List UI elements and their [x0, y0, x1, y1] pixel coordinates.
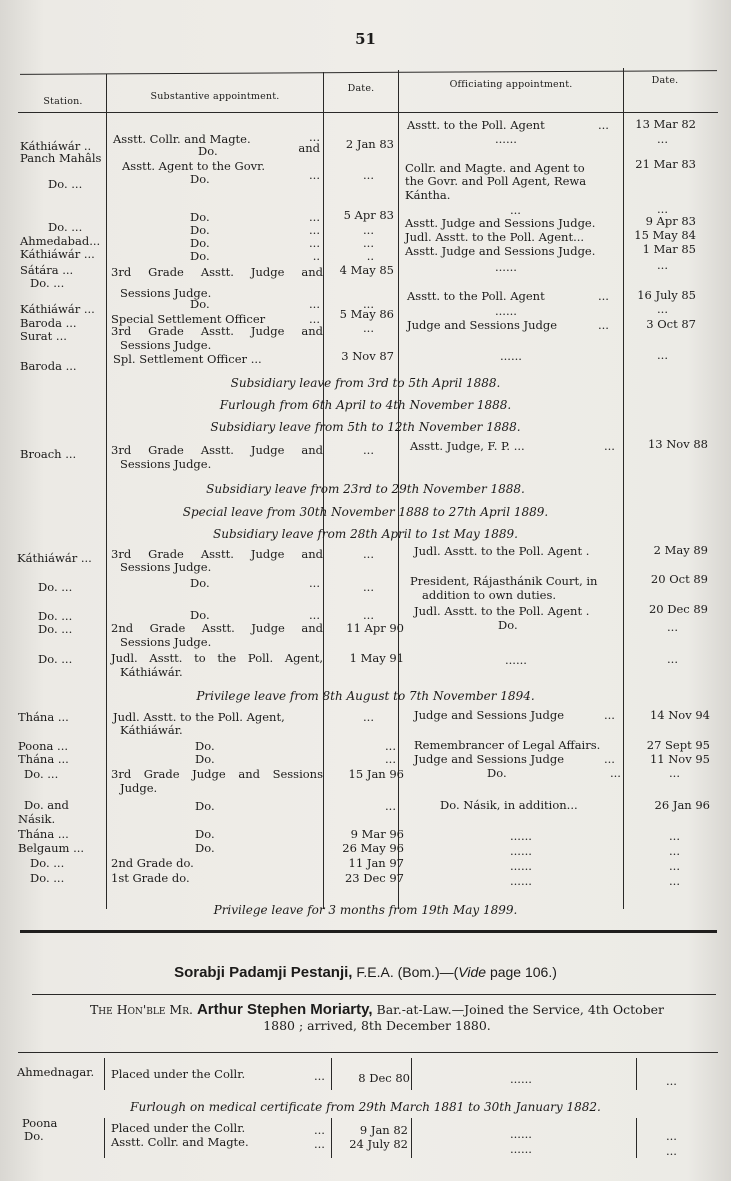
dots: ... — [309, 608, 320, 622]
header-date-1: Date. — [347, 83, 375, 94]
station-cell: Do. ... — [38, 580, 73, 594]
dots: ... — [604, 708, 615, 722]
station-cell: Thána ... — [18, 752, 69, 766]
substantive-cell: Do. — [190, 249, 210, 263]
date-cell: 9 Mar 96 — [350, 827, 404, 841]
header-officiating: Officiating appointment. — [449, 79, 573, 90]
date-cell: ... — [385, 799, 396, 813]
leave-note: Subsidiary leave from 28th April to 1st May 1889. — [213, 527, 518, 541]
dots: ... — [598, 118, 609, 132]
person-detail: Bar.-at-Law.—Joined the Service, 4th October — [376, 1002, 665, 1017]
substantive-cell: 1st Grade do. — [111, 871, 190, 885]
dots: ... — [309, 130, 320, 144]
date2-cell: 15 May 84 — [634, 228, 696, 242]
date-cell: ... — [363, 710, 374, 724]
substantive-cell: Sessions Judge. — [120, 286, 212, 300]
substantive-cell: Do. — [190, 172, 210, 186]
substantive-cell: 3rd Grade Judge and Sessions — [111, 767, 323, 781]
date-cell: 2 Jan 83 — [345, 137, 394, 151]
officiating-cell: ...... — [510, 829, 532, 843]
person-detail-line2: 1880 ; arrived, 8th December 1880. — [263, 1018, 491, 1033]
person-detail: F.E.A. (Bom.)—( — [356, 964, 459, 980]
date2-cell: 26 Jan 96 — [654, 798, 710, 812]
substantive-cell: Do. — [198, 144, 218, 158]
date-cell: 3 Nov 87 — [341, 349, 394, 363]
substantive-cell: Káthiáwár. — [120, 723, 183, 737]
date-cell: 11 Apr 90 — [346, 621, 404, 635]
vide-text: Vide — [458, 964, 487, 980]
officiating-cell: ...... — [510, 874, 532, 888]
date-cell: 1 May 91 — [349, 651, 404, 665]
substantive-cell: Special Settlement Officer — [111, 312, 266, 326]
leave-note: Subsidiary leave from 3rd to 5th April 1888. — [230, 376, 501, 390]
substantive-cell: Do. — [190, 576, 210, 590]
officiating-cell: Asstt. to the Poll. Agent — [407, 118, 545, 132]
date-cell: 11 Jan 97 — [348, 856, 404, 870]
date-cell: ... — [385, 739, 396, 753]
date-cell: 23 Dec 97 — [344, 871, 404, 885]
officiating-cell: ... — [510, 203, 521, 217]
dots: and — [298, 141, 320, 155]
station-cell: Sátára ... — [20, 263, 74, 277]
dots: ... — [309, 168, 320, 182]
date2-cell: ... — [667, 620, 678, 634]
officiating-cell: ...... — [510, 1127, 532, 1141]
date2-cell: ... — [666, 1074, 677, 1088]
station-cell: Do. ... — [38, 622, 73, 636]
officiating-cell: addition to own duties. — [422, 588, 557, 602]
dots: ... — [309, 297, 320, 311]
officiating-cell: ...... — [495, 304, 517, 318]
station-cell: Panch Mahâls — [20, 151, 102, 165]
date-cell: ... — [363, 297, 374, 311]
station-cell: Thána ... — [18, 710, 69, 724]
date2-cell: 14 Nov 94 — [649, 708, 710, 722]
station-cell: Belgaum ... — [18, 841, 85, 855]
substantive-cell: Spl. Settlement Officer ... — [113, 352, 262, 366]
substantive-cell: 2nd Grade Asstt. Judge and — [111, 621, 323, 635]
officiating-cell: Judl. Asstt. to the Poll. Agent... — [405, 230, 585, 244]
officiating-cell: Do. Násik, in addition... — [440, 798, 578, 812]
dots: ... — [314, 1069, 325, 1083]
date2-cell: ... — [657, 132, 668, 146]
officiating-cell: Judge and Sessions Judge — [414, 752, 565, 766]
date2-cell: 13 Nov 88 — [647, 437, 708, 451]
substantive-cell: Judge. — [120, 781, 158, 795]
substantive-cell: Judl. Asstt. to the Poll. Agent, — [113, 710, 285, 724]
substantive-cell: Placed under the Collr. — [111, 1067, 246, 1081]
officiating-cell: Collr. and Magte. and Agent to — [405, 161, 585, 175]
substantive-cell: 2nd Grade do. — [111, 856, 194, 870]
station-cell: Káthiáwár ... — [20, 302, 95, 316]
officiating-cell: ...... — [495, 260, 517, 274]
substantive-cell: Do. — [190, 297, 210, 311]
station-cell: Surat ... — [20, 329, 67, 343]
col-rule — [331, 1118, 332, 1158]
officiating-cell: Asstt. Judge and Sessions Judge. — [405, 216, 596, 230]
date2-cell: ... — [669, 829, 680, 843]
station-cell: Do. ... — [24, 767, 59, 781]
date2-cell: 13 Mar 82 — [635, 117, 696, 131]
leave-note: Special leave from 30th November 1888 to 27th April 1889. — [182, 505, 549, 519]
date2-cell: 1 Mar 85 — [642, 242, 696, 256]
substantive-cell: Sessions Judge. — [120, 560, 212, 574]
date2-cell: 20 Dec 89 — [648, 602, 708, 616]
substantive-cell: 3rd Grade Asstt. Judge and — [111, 443, 323, 457]
date2-cell: ... — [657, 258, 668, 272]
substantive-cell: Do. — [190, 210, 210, 224]
station-cell: Káthiáwár .. — [20, 139, 92, 153]
officiating-cell: ...... — [510, 844, 532, 858]
station-cell: Ahmedabad... — [20, 234, 101, 248]
station-cell: Káthiáwár ... — [20, 247, 95, 261]
substantive-cell: 3rd Grade Asstt. Judge and — [111, 265, 323, 279]
substantive-cell: Do. — [195, 799, 215, 813]
station-cell: Baroda ... — [20, 359, 77, 373]
dots: ... — [314, 1123, 325, 1137]
station-cell: Do. ... — [48, 220, 83, 234]
officiating-cell: President, Rájasthánik Court, in — [410, 574, 598, 588]
date-cell: ... — [363, 236, 374, 250]
date2-cell: ... — [669, 844, 680, 858]
officiating-cell: ...... — [510, 859, 532, 873]
station-cell: Násik. — [18, 812, 56, 826]
station-cell: Do. ... — [48, 177, 83, 191]
officiating-cell: Judl. Asstt. to the Poll. Agent . — [414, 544, 590, 558]
officiating-cell: Do. — [498, 618, 518, 632]
date-cell: ... — [363, 168, 374, 182]
person-name: Sorabji Padamji Pestanji, — [174, 964, 353, 981]
person-page-ref: page 106.) — [486, 964, 557, 980]
col-rule — [636, 1058, 637, 1090]
date2-cell: ... — [657, 202, 668, 216]
header-bottom-rule — [18, 112, 718, 113]
officiating-cell: ...... — [495, 132, 517, 146]
date2-cell: ... — [669, 766, 680, 780]
date-cell: ... — [363, 547, 374, 561]
station-cell: Poona ... — [18, 739, 69, 753]
officiating-cell: ...... — [510, 1072, 532, 1086]
date-cell: ... — [385, 752, 396, 766]
section-separator — [20, 930, 717, 933]
substantive-cell: Sessions Judge. — [120, 338, 212, 352]
date2-cell: ... — [657, 302, 668, 316]
station-cell: Káthiáwár ... — [17, 551, 92, 565]
substantive-cell: Asstt. Collr. and Magte. — [113, 132, 251, 146]
date-cell: .. — [366, 249, 374, 263]
substantive-cell: Do. — [195, 827, 215, 841]
leave-note: Subsidiary leave from 5th to 12th November 1888. — [210, 420, 521, 434]
header-date-2: Date. — [651, 75, 679, 86]
substantive-cell: Do. — [195, 739, 215, 753]
dots: ... — [309, 312, 320, 326]
substantive-cell: Do. — [195, 841, 215, 855]
station-cell: Do. ... — [30, 856, 65, 870]
station-cell: Do. ... — [38, 609, 73, 623]
person-rule — [18, 1052, 718, 1053]
date2-cell: ... — [669, 874, 680, 888]
date-cell: 5 Apr 83 — [343, 208, 394, 222]
person-heading-1 — [0, 964, 731, 981]
col-rule — [411, 1118, 412, 1158]
col-rule — [104, 1058, 105, 1090]
date2-cell: 27 Sept 95 — [646, 738, 710, 752]
header-station: Station. — [43, 96, 83, 107]
date-cell: ... — [363, 321, 374, 335]
person-title-prefix: The Hon'ble Mr. — [89, 1002, 193, 1017]
date2-cell: 2 May 89 — [653, 543, 708, 557]
substantive-cell: Asstt. Agent to the Govr. — [122, 159, 266, 173]
date-cell: 24 July 82 — [349, 1137, 408, 1151]
substantive-cell: Asstt. Collr. and Magte. — [111, 1135, 249, 1149]
leave-note: Furlough from 6th April to 4th November 1888. — [219, 398, 512, 412]
officiating-cell: Do. — [487, 766, 507, 780]
date2-cell: 20 Oct 89 — [650, 572, 708, 586]
officiating-cell: Judge and Sessions Judge — [407, 318, 558, 332]
leave-note: Privilege leave from 8th August to 7th November 1894. — [196, 689, 535, 703]
substantive-cell: Sessions Judge. — [120, 635, 212, 649]
dots: ... — [604, 439, 615, 453]
dots: ... — [598, 318, 609, 332]
date-cell: 26 May 96 — [342, 841, 404, 855]
station-cell: Baroda ... — [20, 316, 77, 330]
substantive-cell: 3rd Grade Asstt. Judge and — [111, 547, 323, 561]
date2-cell: ... — [666, 1129, 677, 1143]
dots: ... — [309, 223, 320, 237]
date2-cell: ... — [667, 652, 678, 666]
date2-cell: 9 Apr 83 — [645, 214, 696, 228]
dots: ... — [309, 576, 320, 590]
substantive-cell: Káthiáwár. — [120, 665, 183, 679]
header-substantive: Substantive appointment. — [150, 91, 280, 102]
officiating-cell: ...... — [505, 653, 527, 667]
col-rule — [411, 1058, 412, 1090]
officiating-cell: Asstt. Judge, F. P. ... — [410, 439, 525, 453]
station-cell: Thána ... — [18, 827, 69, 841]
substantive-cell: Placed under the Collr. — [111, 1121, 246, 1135]
leave-note: Furlough on medical certificate from 29th March 1881 to 30th January 1882. — [130, 1100, 601, 1114]
person-name: Arthur Stephen Moriarty, — [196, 1001, 373, 1018]
date-cell: 5 May 86 — [339, 307, 394, 321]
dots: ... — [604, 752, 615, 766]
officiating-cell: Judge and Sessions Judge — [414, 708, 565, 722]
officiating-cell: Kántha. — [405, 188, 451, 202]
officiating-cell: Asstt. to the Poll. Agent — [407, 289, 545, 303]
station-cell: Do. ... — [38, 652, 73, 666]
col-rule — [104, 1118, 105, 1158]
date2-cell: 3 Oct 87 — [646, 317, 696, 331]
leave-note: Subsidiary leave from 23rd to 29th November 1888. — [206, 482, 525, 496]
dots: ... — [598, 289, 609, 303]
substantive-cell: Judl. Asstt. to the Poll. Agent, — [111, 651, 323, 665]
date-cell: 9 Jan 82 — [359, 1123, 408, 1137]
officiating-cell: Asstt. Judge and Sessions Judge. — [405, 244, 596, 258]
substantive-cell: Do. — [190, 236, 210, 250]
substantive-cell: 3rd Grade Asstt. Judge and — [111, 324, 323, 338]
date2-cell: ... — [666, 1144, 677, 1158]
dots: ... — [314, 1137, 325, 1151]
date2-cell: 21 Mar 83 — [635, 157, 696, 171]
person-heading-2 — [32, 1002, 722, 1034]
date-cell: ... — [363, 443, 374, 457]
station-cell: Do. ... — [30, 871, 65, 885]
table-top-rule — [20, 70, 717, 75]
col-rule — [636, 1118, 637, 1158]
dots: ... — [309, 210, 320, 224]
officiating-cell: ...... — [510, 1142, 532, 1156]
station-cell: Do. — [24, 1129, 44, 1143]
substantive-cell: Sessions Judge. — [120, 457, 212, 471]
date2-cell: 16 July 85 — [637, 288, 696, 302]
date-cell: ... — [363, 223, 374, 237]
page-number: 51 — [355, 30, 376, 48]
substantive-cell: Do. — [190, 223, 210, 237]
dots: ... — [309, 236, 320, 250]
officiating-cell: ...... — [500, 349, 522, 363]
date-cell: ... — [363, 580, 374, 594]
officiating-cell: the Govr. and Poll Agent, Rewa — [405, 174, 587, 188]
station-cell: Do. ... — [30, 276, 65, 290]
substantive-cell: Do. — [190, 608, 210, 622]
person-rule — [32, 994, 716, 995]
substantive-cell: Do. — [195, 752, 215, 766]
date-cell: ... — [363, 608, 374, 622]
date-cell: 15 Jan 96 — [348, 767, 404, 781]
date2-cell: 11 Nov 95 — [649, 752, 710, 766]
date2-cell: ... — [669, 859, 680, 873]
station-cell: Do. and — [24, 798, 69, 812]
station-cell: Ahmednagar. — [17, 1065, 95, 1079]
station-cell: Poona — [22, 1116, 58, 1130]
dots: ... — [610, 766, 621, 780]
dots: .. — [312, 249, 320, 263]
date-cell: 8 Dec 80 — [358, 1071, 410, 1085]
station-cell: Broach ... — [20, 447, 77, 461]
col-rule — [331, 1058, 332, 1090]
officiating-cell: Judl. Asstt. to the Poll. Agent . — [414, 604, 590, 618]
officiating-cell: Remembrancer of Legal Affairs. — [414, 738, 601, 752]
leave-note: Privilege leave for 3 months from 19th May 1899. — [213, 903, 518, 917]
date2-cell: ... — [657, 348, 668, 362]
date-cell: 4 May 85 — [339, 263, 394, 277]
